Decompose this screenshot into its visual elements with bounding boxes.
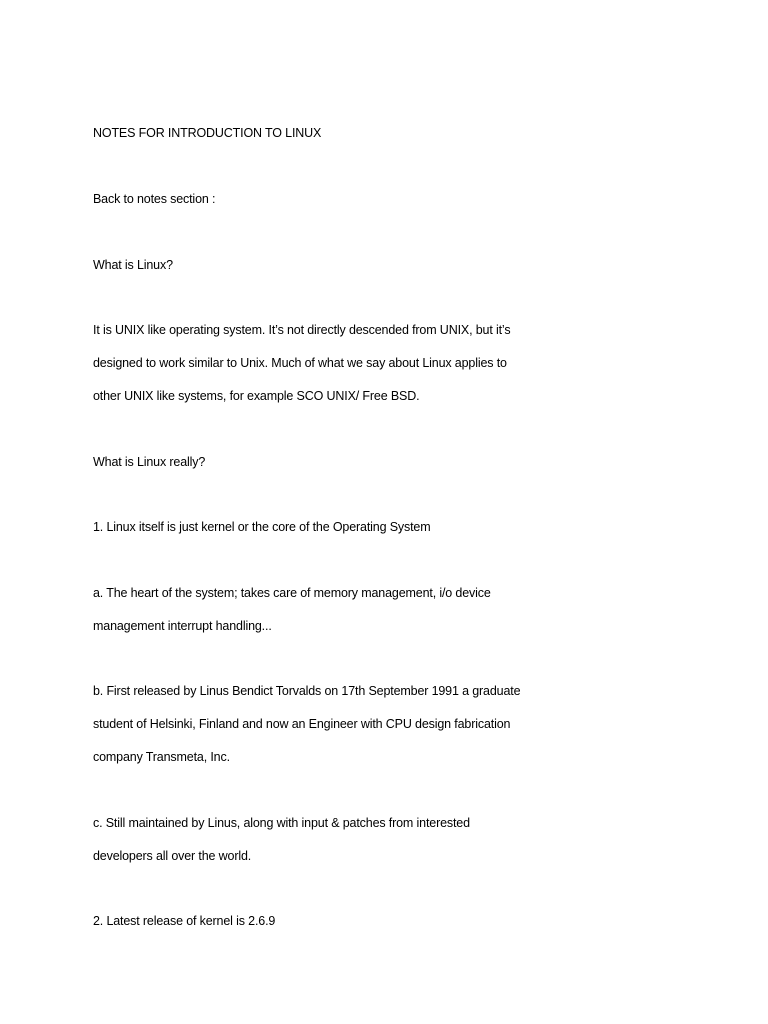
list-item-2: 2. Latest release of kernel is 2.6.9 bbox=[93, 914, 276, 928]
list-item-c-line-2: developers all over the world. bbox=[93, 849, 252, 863]
list-item-1: 1. Linux itself is just kernel or the core of the Operating System bbox=[93, 520, 431, 534]
heading-what-is-linux: What is Linux? bbox=[93, 258, 173, 272]
heading-what-is-linux-really: What is Linux really? bbox=[93, 455, 206, 469]
para1-line-2: designed to work similar to Unix. Much of what we say about Linux applies to bbox=[93, 356, 507, 370]
para1-line-3: other UNIX like systems, for example SCO UNIX/ Free BSD. bbox=[93, 389, 420, 403]
list-item-b-line-1: b. First released by Linus Bendict Torvalds on 17th September 1991 a graduate bbox=[93, 684, 521, 698]
list-item-a-line-1: a. The heart of the system; takes care of memory management, i/o device bbox=[93, 586, 491, 600]
list-item-b-line-2: student of Helsinki, Finland and now an Engineer with CPU design fabrication bbox=[93, 717, 511, 731]
back-to-notes-link[interactable]: Back to notes section : bbox=[93, 192, 216, 206]
list-item-a-line-2: management interrupt handling... bbox=[93, 619, 272, 633]
para1-line-1: It is UNIX like operating system. It’s not directly descended from UNIX, but it’s bbox=[93, 323, 511, 337]
list-item-b-line-3: company Transmeta, Inc. bbox=[93, 750, 230, 764]
document-title: NOTES FOR INTRODUCTION TO LINUX bbox=[93, 126, 322, 140]
list-item-c-line-1: c. Still maintained by Linus, along with input & patches from interested bbox=[93, 816, 470, 830]
